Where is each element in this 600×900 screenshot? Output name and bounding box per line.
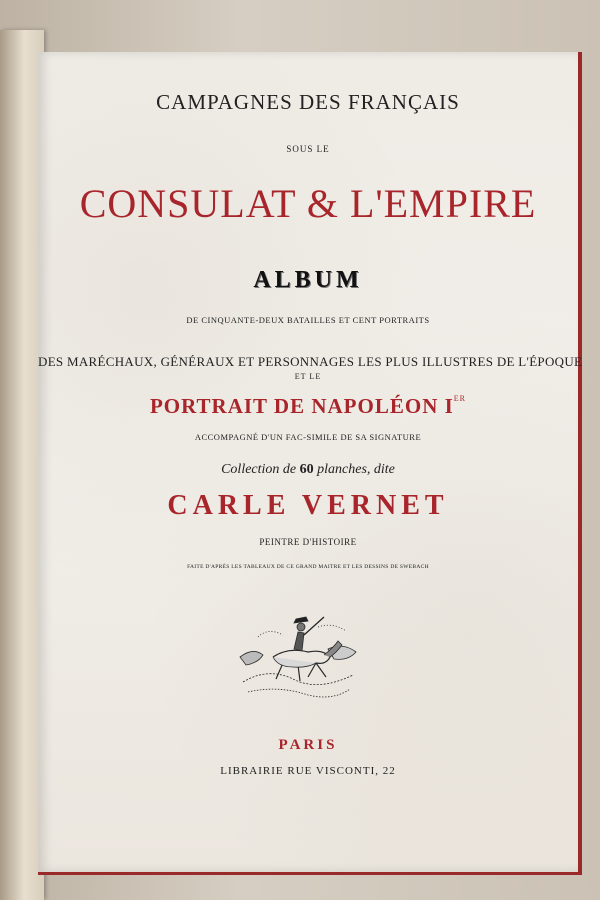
heading-portrait-napoleon (38, 394, 578, 419)
heading-consulat-empire: CONSULAT & L'EMPIRE (79, 181, 537, 226)
heading-album: ALBUM (253, 267, 363, 293)
collection-prefix: Collection de (221, 462, 300, 477)
text-paris: PARIS (278, 737, 338, 753)
text-faite-apres: FAITE D'APRÈS LES TABLEAUX DE CE GRAND MAITRE ET LES DESSINS DE SWEBACH (187, 564, 429, 570)
text-et-le: ET LE (294, 372, 322, 381)
heading-carle-vernet: CARLE VERNET (167, 490, 449, 521)
text-marechaux: DES MARÉCHAUX, GÉNÉRAUX ET PERSONNAGES LES PLUS ILLUSTRES DE L'ÉPOQUE (38, 354, 583, 369)
text-collection (38, 462, 578, 478)
title-page (38, 52, 582, 875)
text-peintre: PEINTRE D'HISTOIRE (259, 537, 357, 547)
text-batailles: DE CINQUANTE-DEUX BATAILLES ET CENT PORTRAITS (186, 315, 430, 325)
text-librairie: LIBRAIRIE RUE VISCONTI, 22 (220, 765, 396, 777)
collection-suffix: planches, dite (313, 462, 395, 477)
text-fac-simile: ACCOMPAGNÉ D'UN FAC-SIMILE DE SA SIGNATURE (194, 432, 422, 442)
collection-count: 60 (299, 462, 314, 477)
portrait-superscript: ER (453, 394, 467, 403)
text-sous-le: SOUS LE (286, 144, 330, 154)
portrait-text: PORTRAIT DE NAPOLÉON I (149, 394, 454, 418)
horseman-engraving (238, 597, 358, 707)
heading-campagnes: CAMPAGNES DES FRANÇAIS (156, 90, 460, 114)
